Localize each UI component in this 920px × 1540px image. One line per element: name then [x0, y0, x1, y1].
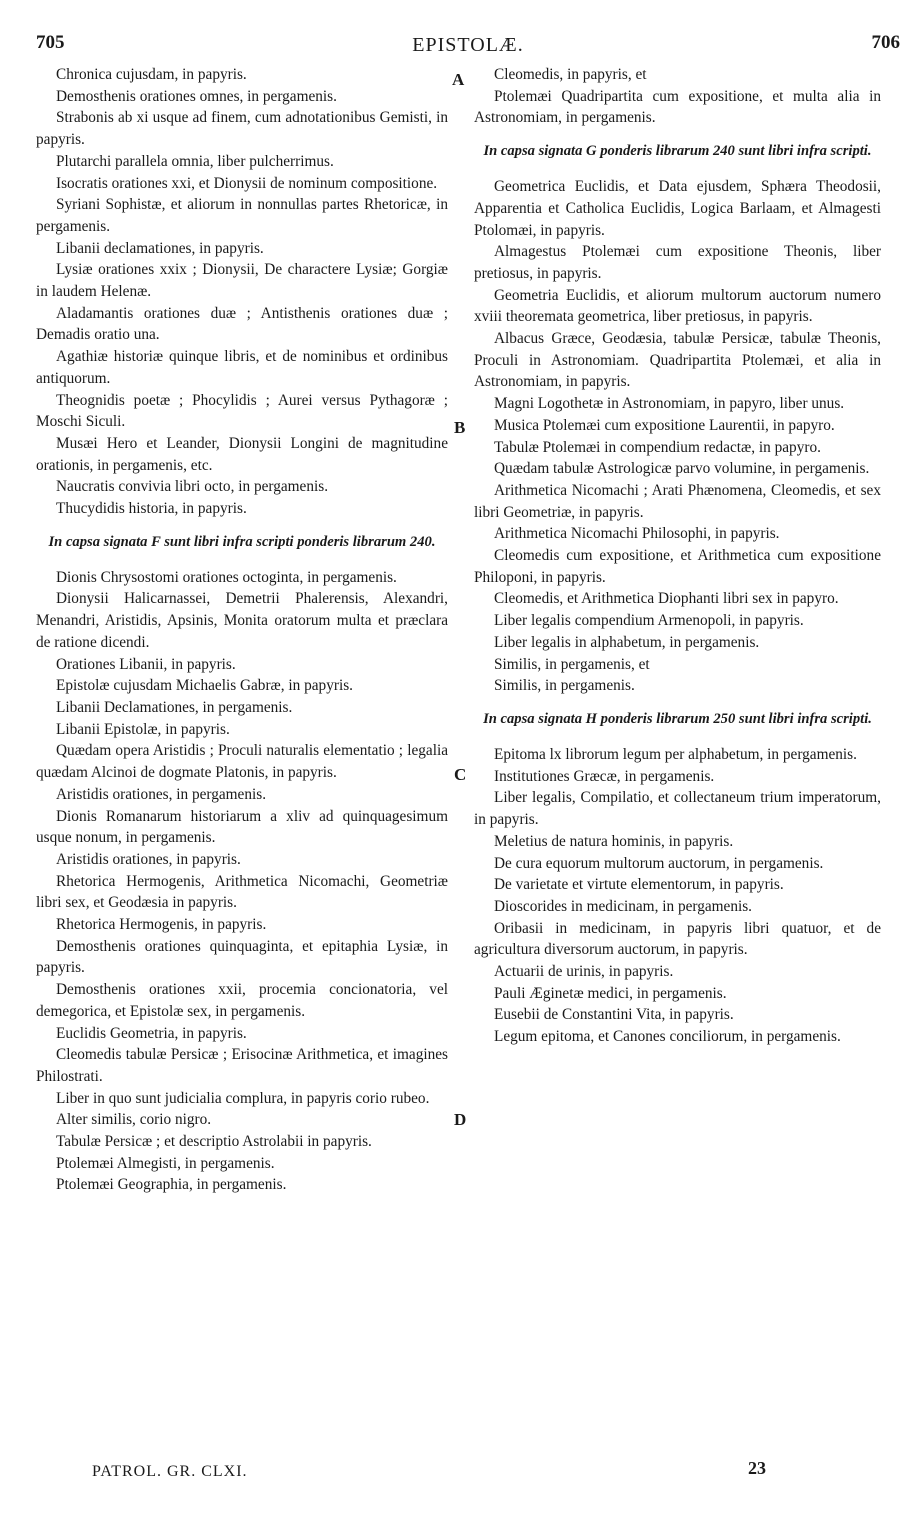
catalogue-entry: Institutiones Græcæ, in pergamenis. [494, 767, 715, 785]
catalogue-entry: Aristidis orationes, in papyris. [56, 850, 241, 868]
catalogue-entry: Oribasii in medicinam, in papyris libri quatuor, et de agricultura diversorum auctorum, in papyris. [474, 919, 881, 959]
right-column [474, 64, 881, 1048]
left-column [36, 64, 448, 1196]
catalogue-entry: Cleomedis, in papyris, et [494, 66, 647, 83]
catalogue-entry: Libanii Declamationes, in pergamenis. [56, 698, 293, 716]
catalogue-entry: Quædam tabulæ Astrologicæ parvo volumine, in pergamenis. [494, 460, 870, 478]
catalogue-entry: Legum epitoma, et Canones conciliorum, in pergamenis. [494, 1028, 841, 1046]
catalogue-entry: Actuarii de urinis, in papyris. [494, 963, 674, 981]
footer-signature-number: 23 [748, 1458, 766, 1478]
catalogue-entry: Agathiæ historiæ quinque libris, et de nominibus et ordinibus antiquorum. [36, 348, 448, 387]
section-heading: In capsa signata H ponderis librarum 250 sunt libri infra scripti. [483, 710, 872, 727]
catalogue-entry: Ptolemæi Almegisti, in pergamenis. [56, 1154, 275, 1172]
catalogue-entry: Albacus Græce, Geodæsia, tabulæ Persicæ, tabulæ Theonis, Proculi in Astronomiam. Quadripartita Ptolemæi, et alia in Astronomiam, in papyris. [474, 330, 881, 391]
margin-marker-b: B [454, 418, 466, 437]
catalogue-entry: Rhetorica Hermogenis, Arithmetica Nicomachi, Geometriæ libri sex, et Geodæsia in papyris. [36, 872, 448, 912]
catalogue-entry: Liber in quo sunt judicialia complura, in papyris corio rubeo. [56, 1089, 430, 1107]
catalogue-entry: Syriani Sophistæ, et aliorum in nonnullas partes Rhetoricæ, in pergamenis. [36, 196, 448, 235]
footer-collection-label: PATROL. GR. CLXI. [92, 1463, 248, 1480]
catalogue-entry: Cleomedis tabulæ Persicæ ; Erisocinæ Arithmetica, et imagines Philostrati. [36, 1046, 448, 1085]
catalogue-entry: Libanii declamationes, in papyris. [56, 239, 264, 257]
catalogue-entry: De cura equorum multorum auctorum, in pergamenis. [494, 854, 824, 872]
catalogue-entry: Rhetorica Hermogenis, in papyris. [56, 916, 267, 934]
catalogue-entry: Liber legalis, Compilatio, et collectaneum trium imperatorum, in papyris. [474, 789, 881, 829]
catalogue-entry: Dionysii Halicarnassei, Demetrii Phalerensis, Alexandri, Menandri, Aristidis, Apsinis, Monita oratorum multa et præclara de ratione dicendi. [36, 590, 448, 651]
catalogue-entry: Libanii Epistolæ, in papyris. [56, 720, 230, 738]
page-header [36, 32, 900, 60]
catalogue-entry: Naucratis convivia libri octo, in pergamenis. [56, 478, 329, 496]
catalogue-entry: Orationes Libanii, in papyris. [56, 655, 236, 673]
catalogue-entry: Arithmetica Nicomachi Philosophi, in papyris. [494, 525, 780, 543]
catalogue-entry: Cleomedis, et Arithmetica Diophanti libri sex in papyro. [494, 590, 839, 608]
running-title: EPISTOLÆ. [412, 34, 524, 56]
catalogue-entry: Demosthenis orationes omnes, in pergamenis. [56, 87, 337, 105]
catalogue-entry: Epitoma lx librorum legum per alphabetum, in pergamenis. [494, 745, 857, 763]
catalogue-entry: Alter similis, corio nigro. [56, 1111, 212, 1129]
catalogue-entry: Dionis Chrysostomi orationes octoginta, in pergamenis. [56, 568, 397, 586]
page-number-left: 705 [36, 32, 65, 53]
catalogue-entry: De varietate et virtute elementorum, in papyris. [494, 876, 784, 894]
catalogue-entry: Demosthenis orationes quinquaginta, et epitaphia Lysiæ, in papyris. [36, 937, 448, 977]
catalogue-entry: Dioscorides in medicinam, in pergamenis. [494, 897, 753, 915]
catalogue-entry: Strabonis ab xi usque ad finem, cum adnotationibus Gemisti, in papyris. [36, 109, 448, 149]
catalogue-entry: Ptolemæi Geographia, in pergamenis. [56, 1176, 287, 1194]
catalogue-entry: Musica Ptolemæi cum expositione Laurentii, in papyro. [494, 416, 835, 434]
catalogue-entry: Geometria Euclidis, et aliorum multorum auctorum numero xviii theoremata geometrica, liber pretiosus, in papyris. [474, 286, 881, 326]
catalogue-entry: Cleomedis cum expositione, et Arithmetica cum expositione Philoponi, in papyris. [474, 547, 881, 586]
catalogue-entry: Quædam opera Aristidis ; Proculi naturalis elementatio ; legalia quædam Alcinoi de dogmate Platonis, in papyris. [36, 742, 448, 782]
catalogue-entry: Magni Logothetæ in Astronomiam, in papyro, liber unus. [494, 395, 845, 413]
catalogue-entry: Demosthenis orationes xxii, procemia concionatoria, vel demegorica, et Epistolæ sex, in pergamenis. [36, 981, 448, 1020]
catalogue-entry: Euclidis Geometria, in papyris. [56, 1024, 247, 1042]
catalogue-entry: Aristidis orationes, in pergamenis. [56, 785, 267, 803]
catalogue-entry: Thucydidis historia, in papyris. [56, 500, 247, 518]
catalogue-entry: Tabulæ Ptolemæi in compendium redactæ, in papyro. [494, 438, 821, 456]
catalogue-entry: Chronica cujusdam, in papyris. [56, 66, 247, 83]
catalogue-entry: Arithmetica Nicomachi ; Arati Phænomena, Cleomedis, et sex libri Geometriæ, in papyris. [474, 481, 881, 521]
catalogue-entry: Theognidis poetæ ; Phocylidis ; Aurei versus Pythagoræ ; Moschi Siculi. [36, 391, 448, 431]
margin-marker-d: D [454, 1110, 467, 1129]
catalogue-entry: Musæi Hero et Leander, Dionysii Longini de magnitudine orationis, in pergamenis, etc. [36, 434, 448, 474]
catalogue-entry: Similis, in pergamenis. [494, 677, 635, 695]
catalogue-entry: Meletius de natura hominis, in papyris. [494, 832, 734, 850]
catalogue-entry: Liber legalis compendium Armenopoli, in papyris. [494, 612, 804, 630]
catalogue-entry: Plutarchi parallela omnia, liber pulcherrimus. [56, 152, 334, 170]
catalogue-entry: Liber legalis in alphabetum, in pergamenis. [494, 633, 760, 651]
catalogue-entry: Lysiæ orationes xxix ; Dionysii, De charactere Lysiæ; Gorgiæ in laudem Helenæ. [36, 261, 448, 301]
catalogue-entry: Geometrica Euclidis, et Data ejusdem, Sphæra Theodosii, Apparentia et Catholica Euclidis, Logica Barlaam, et Almagesti Ptolomæi, in papyris. [474, 178, 881, 239]
catalogue-entry: Dionis Romanarum historiarum a xliv ad quinquagesimum usque nonum, in pergamenis. [36, 807, 448, 847]
margin-marker-c: C [454, 765, 467, 784]
catalogue-entry: Epistolæ cujusdam Michaelis Gabræ, in papyris. [56, 677, 353, 695]
catalogue-entry: Similis, in pergamenis, et [494, 655, 650, 673]
catalogue-entry: Aladamantis orationes duæ ; Antisthenis orationes duæ ; Demadis oratio una. [36, 304, 448, 344]
section-heading: In capsa signata G ponderis librarum 240 sunt libri infra scripti. [483, 143, 872, 160]
margin-marker-a: A [452, 70, 465, 89]
catalogue-entry: Eusebii de Constantini Vita, in papyris. [494, 1006, 734, 1024]
catalogue-entry: Isocratis orationes xxi, et Dionysii de nominum compositione. [56, 174, 438, 192]
page-number-right: 706 [871, 32, 900, 53]
catalogue-entry: Almagestus Ptolemæi cum expositione Theonis, liber pretiosus, in papyris. [474, 243, 881, 282]
catalogue-entry: Tabulæ Persicæ ; et descriptio Astrolabii in papyris. [56, 1133, 372, 1151]
section-heading: In capsa signata F sunt libri infra scripti ponderis librarum 240. [48, 533, 436, 550]
catalogue-entry: Pauli Æginetæ medici, in pergamenis. [494, 984, 727, 1002]
catalogue-entry: Ptolemæi Quadripartita cum expositione, et multa alia in Astronomiam, in pergamenis. [474, 87, 881, 127]
